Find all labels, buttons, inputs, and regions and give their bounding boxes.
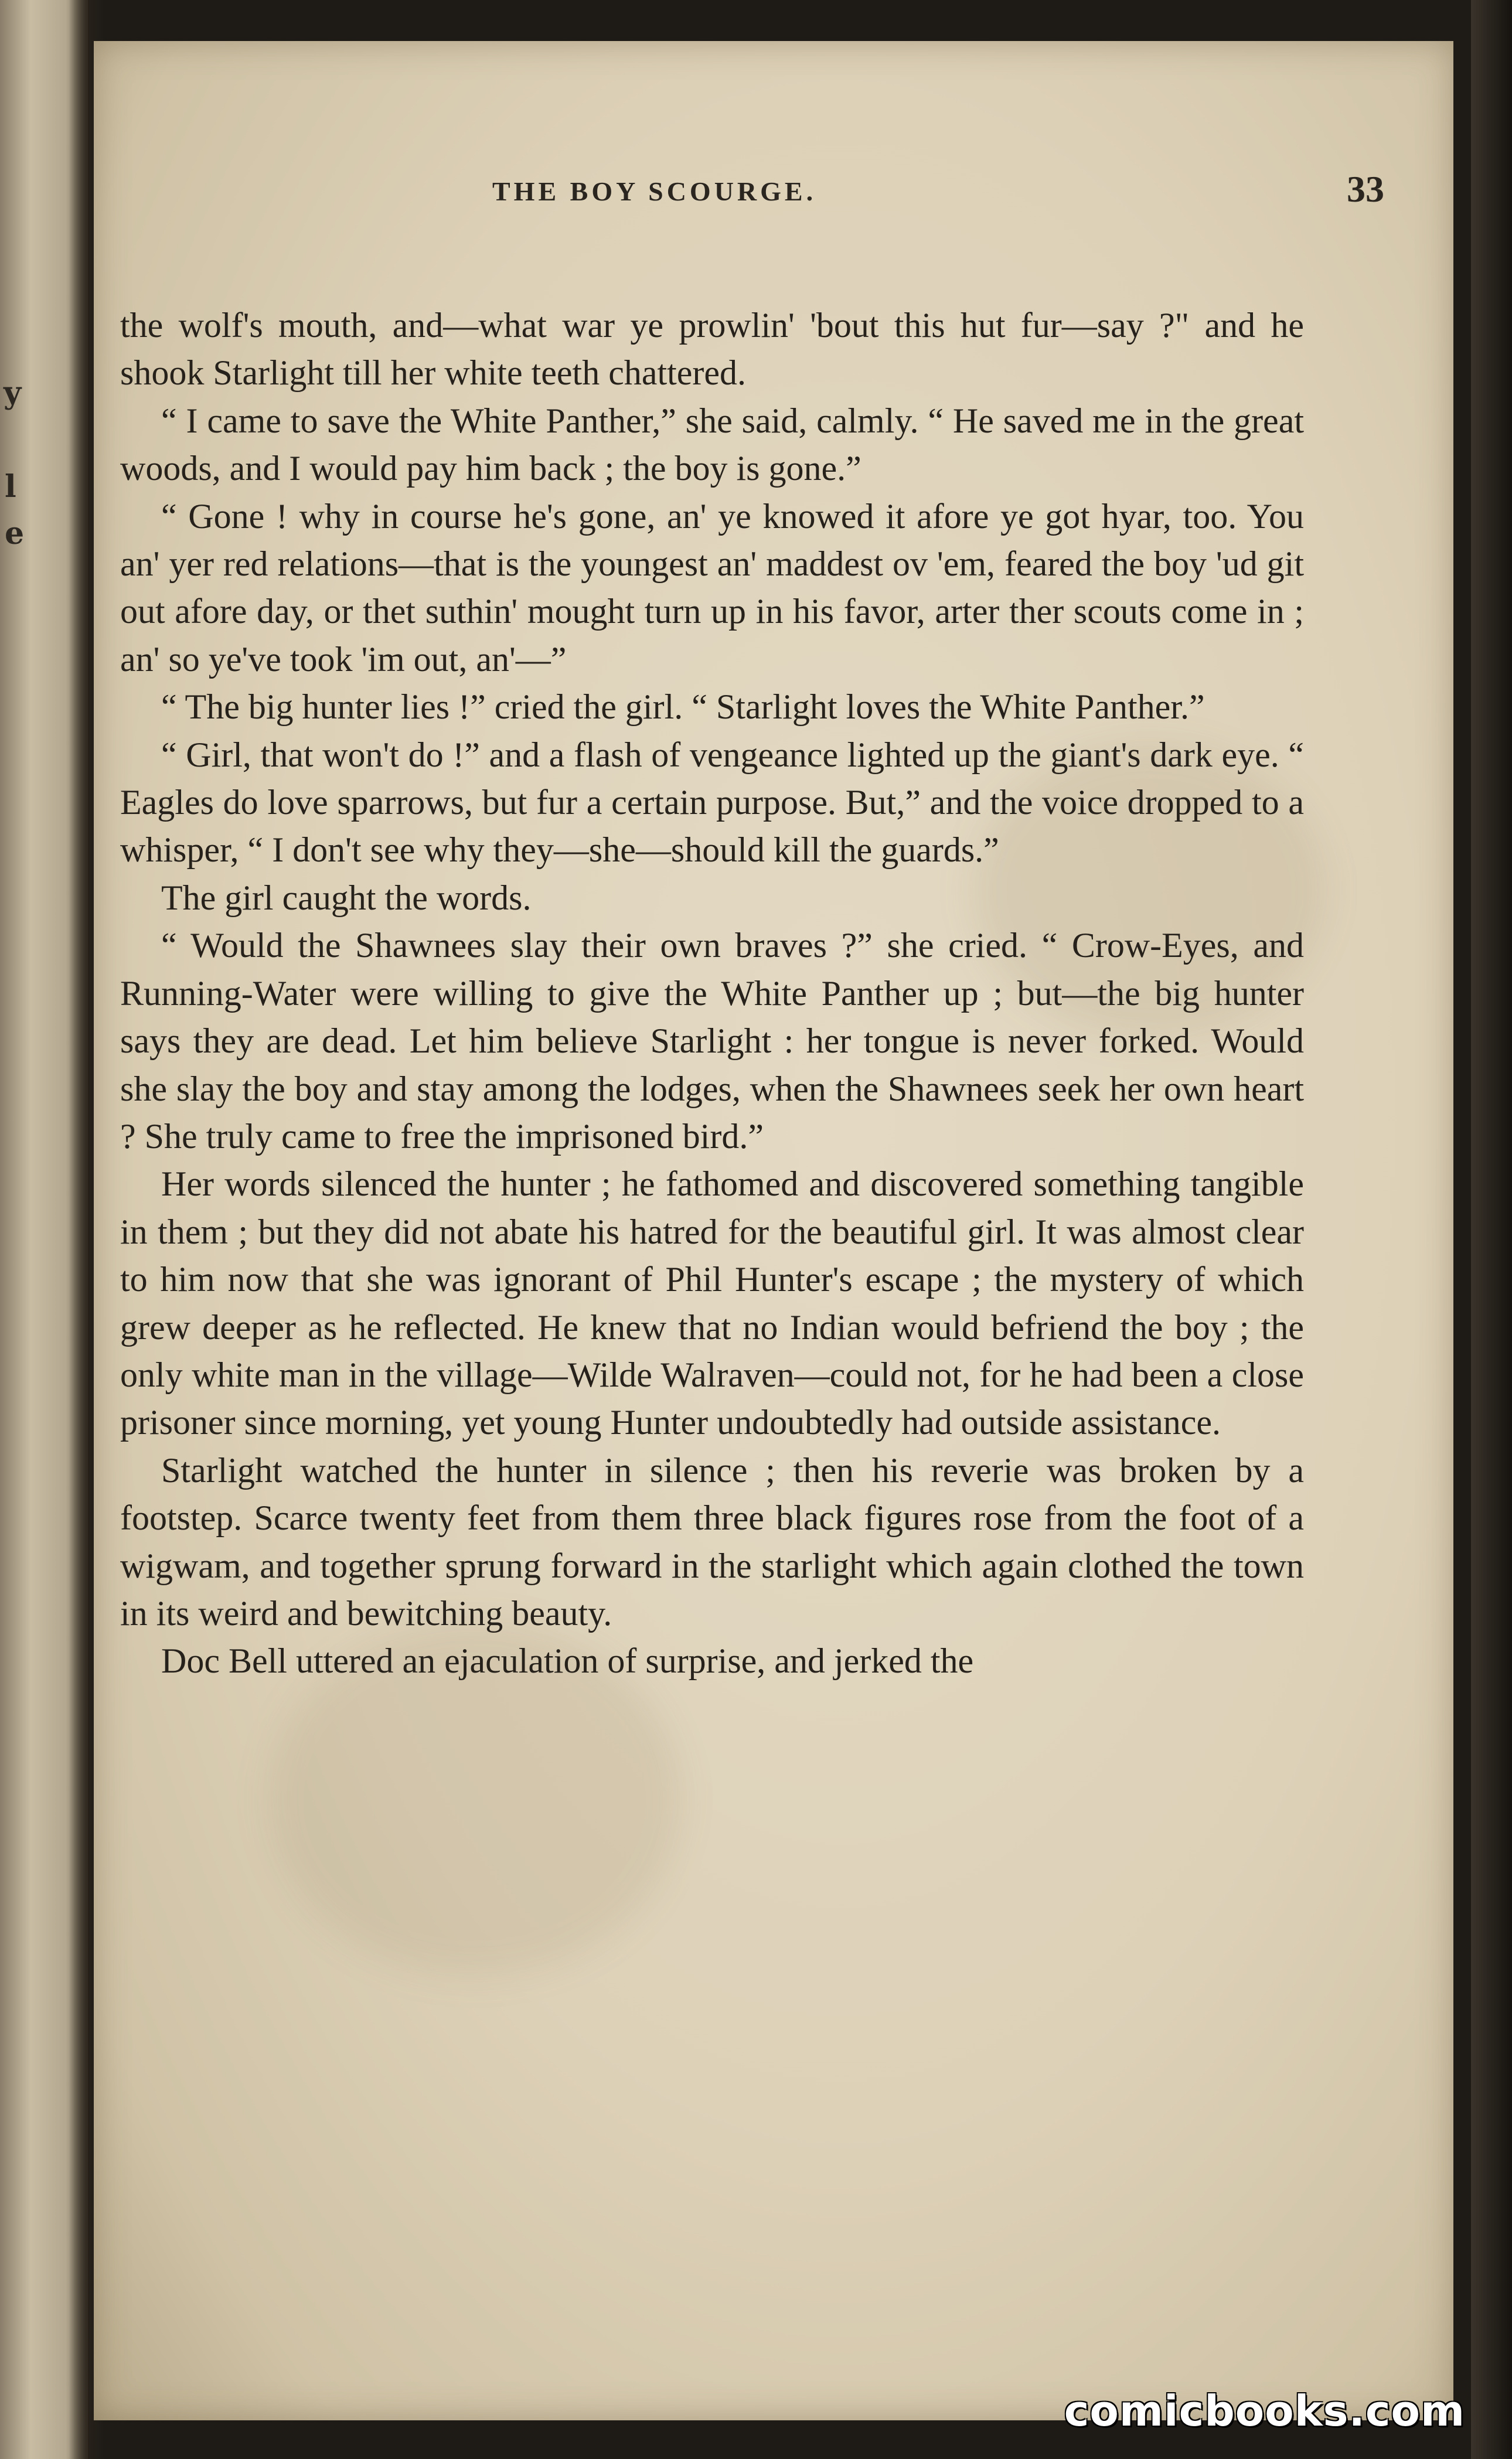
paragraph: Her words silenced the hunter ; he fathomed and discovered something tangible in them ; but they did not abate his hatred for the beautiful girl. It was almost clear to him now that she was ignorant of Phil Hunter's escape ; the mystery of which grew deeper as he reflected. He knew that no Indian would befriend the boy ; the only white man in the village—Wilde Walraven—could not, for he had been a close prisoner since morning, yet young Hunter undoubtedly had outside assistance.: [120, 1164, 1304, 1442]
running-head: THE BOY SCOURGE.: [492, 176, 817, 206]
paragraph: the wolf's mouth, and—what war ye prowlin' 'bout this hut fur—say ?" and he shook Starlight till her white teeth chattered.: [120, 306, 1304, 393]
site-watermark: comicbooks.com: [1064, 2386, 1465, 2436]
paragraph: “ Would the Shawnees slay their own braves ?” she cried. “ Crow-Eyes, and Running-Water were willing to give the White Panther up ; but—the big hunter says they are dead. Let him believe Starlight : her tongue is never forked. Would she slay the boy and stay among the lodges, when the Shawnees seek her own heart ? She truly came to free the imprisoned bird.”: [120, 926, 1304, 1156]
paragraph: “ Gone ! why in course he's gone, an' ye knowed it afore ye got hyar, too. You an' yer red relations—that is the youngest an' maddest ov 'em, feared the boy 'ud git out afore day, or thet suthin' mought turn up in his favor, arter ther scouts come in ; an' so ye've took 'im out, an'—”: [120, 496, 1304, 679]
paragraph: Starlight watched the hunter in silence ; then his reverie was broken by a footstep. Scarce twenty feet from them three black figures rose from the foot of a wigwam, and together sprung forward in the starlight which again clothed the town in its weird and bewitching beauty.: [120, 1450, 1304, 1633]
book-page: [94, 41, 1453, 2420]
paragraph: “ I came to save the White Panther,” she said, calmly. “ He saved me in the great woods, and I would pay him back ; the boy is gone.”: [120, 401, 1304, 488]
paragraph: “ The big hunter lies !” cried the girl. “ Starlight loves the White Panther.”: [161, 687, 1205, 727]
paragraph: Doc Bell uttered an ejaculation of surprise, and jerked the: [161, 1641, 974, 1681]
body-text: [120, 302, 1304, 1685]
page-edge-shadow: [1471, 0, 1512, 2459]
left-page-fragment: e: [5, 516, 25, 551]
page-number: 33: [1347, 168, 1384, 210]
left-page-fragment: l: [5, 469, 16, 505]
left-page-fragment: y: [4, 375, 22, 411]
paragraph: “ Girl, that won't do !” and a flash of vengeance lighted up the giant's dark eye. “ Eagles do love sparrows, but fur a certain purpose. But,” and the voice dropped to a whisper, “ I don't see why they—she—should kill the guards.”: [120, 735, 1304, 870]
page-header: [94, 168, 1453, 234]
paragraph: The girl caught the words.: [161, 878, 532, 917]
